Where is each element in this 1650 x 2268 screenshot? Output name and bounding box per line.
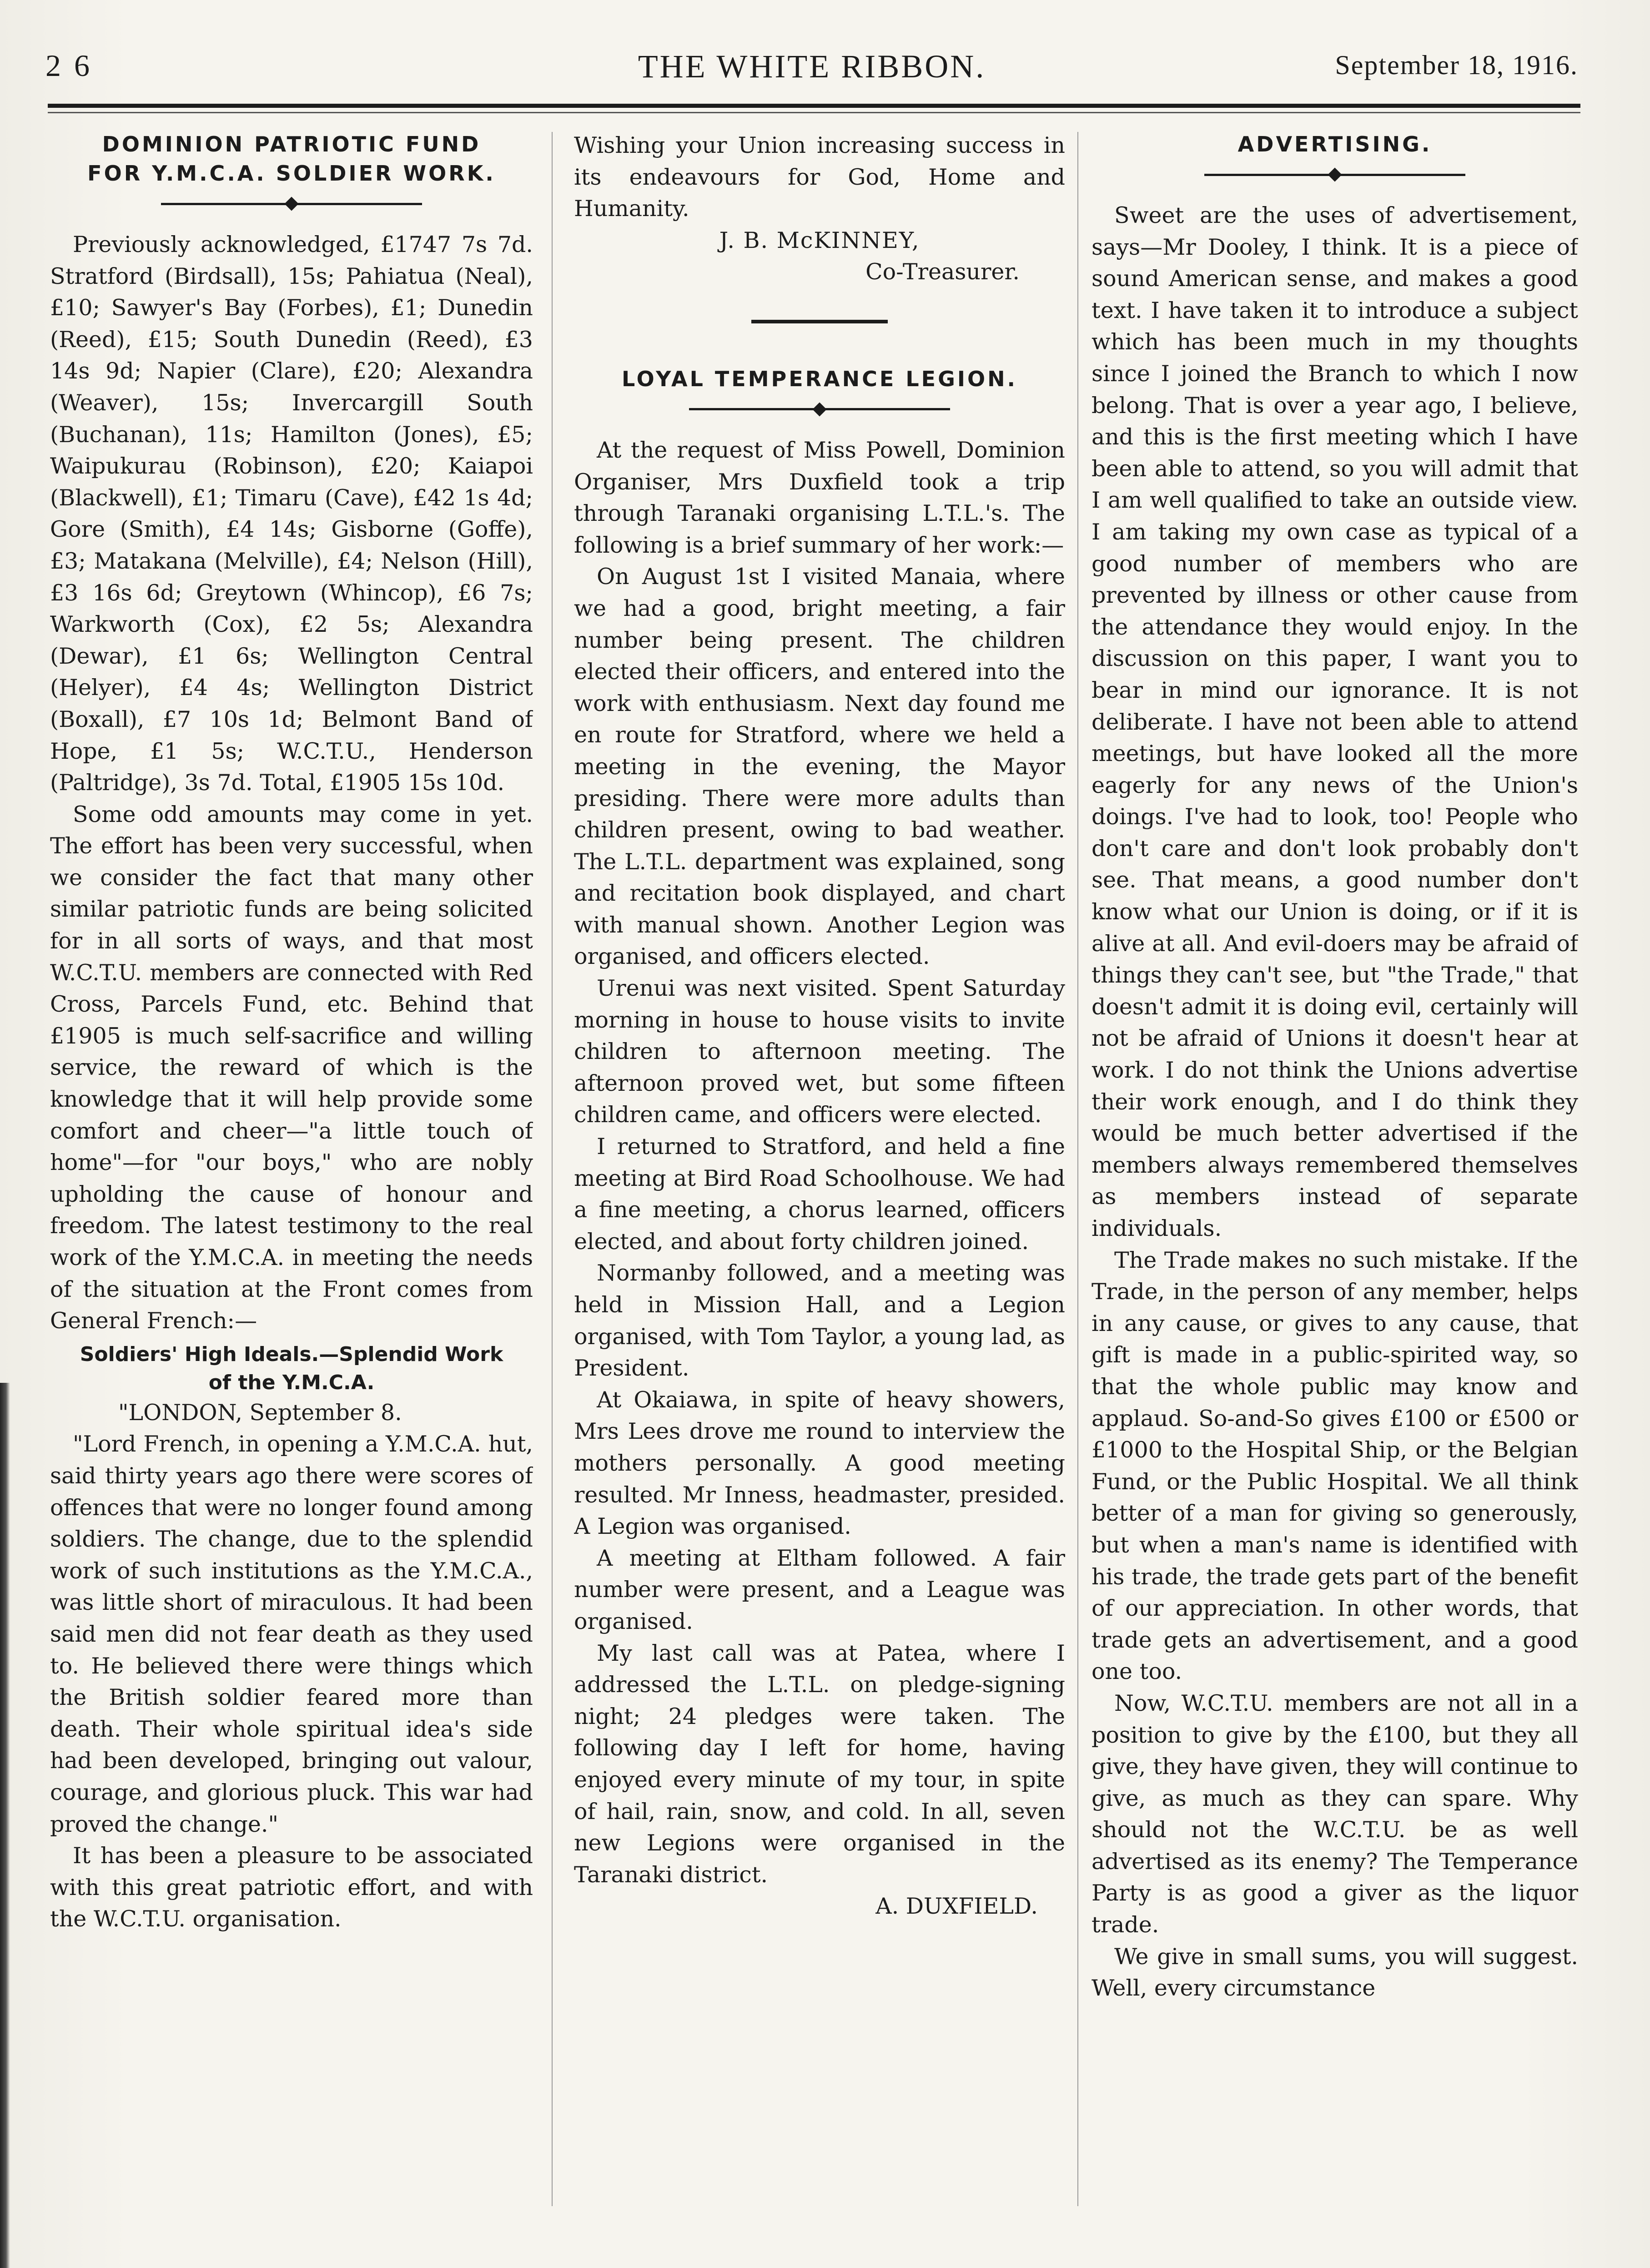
- paragraph-normanby: Normanby followed, and a meeting was held in Mission Hall, and a Legion organised, with Tom Taylor, a young lad, as President.: [574, 1260, 1065, 1381]
- paragraph-acknowledgements: Previously acknowledged, £1747 7s 7d. Stratford (Birdsall), 15s; Pahiatua (Neal), £10; Sawyer's Bay (Forbes), £1; Dunedin (Reed), £15; South Dunedin (Reed), £3 14s 9d; Napier (Clare), £20; Alexandra (Weaver), 15s; Invercargill South (Buchanan), 11s; Hamilton (Jones), £5; Waipukurau (Robinson), £20; Kaiapoi (Blackwell), £1; Timaru (Cave), £42 1s 4d; Gore (Smith), £4 14s; Gisborne (Goffe), £3; Matakana (Melville), £4; Nelson (Hill), £3 16s 6d; Greytown (Whincop), £6 7s; Warkworth (Cox), £2 5s; Alexandra (Dewar), £1 6s; Wellington Central (Helyer), £4 4s; Wellington District (Boxall), £7 10s 1d; Belmont Band of Hope, £1 5s; W.C.T.U., Henderson (Paltridge), 3s 7d. Total, £1905 15s 10d.: [50, 232, 533, 796]
- ornament-divider: [574, 393, 1065, 425]
- headline-patriotic-fund-line1: DOMINION PATRIOTIC FUND: [102, 132, 481, 156]
- headline-advertising: ADVERTISING.: [1238, 132, 1432, 156]
- section-separator: [751, 320, 888, 323]
- diamond-icon: [284, 197, 298, 211]
- headline-patriotic-fund-line2: FOR Y.M.C.A. SOLDIER WORK.: [87, 161, 496, 186]
- paragraph-trade-mistake: The Trade makes no such mistake. If the Trade, in the person of any member, helps in any cause, or gives to any cause, that gift is made in a public-spirited way, so that the whole public may know and applaud. So-and-So gives £100 or £500 or £1000 to the Hospital Ship, or the Belgian Fund, or the Public Hospital. We all think better of a man for giving so generously, but when a man's name is identified with his trade, the trade gets part of the benefit of our appreciation. In other words, that trade gets an advertisement, and a good one too.: [1092, 1247, 1578, 1685]
- ornament-divider: [1092, 159, 1578, 191]
- paragraph-odd-amounts: Some odd amounts may come in yet. The effort has been very successful, when we consider the fact that many other similar patriotic funds are being solicited for in all sorts of ways, and that most W.C.T.U. members are connected with Red Cross, Parcels Fund, etc. Behind that £1905 is much self-sacrifice and willing service, the reward of which is the knowledge that it will help provide some comfort and cheer—"a little touch of home"—for "our boys," who are nobly upholding the cause of honour and freedom. The latest testimony to the real work of the Y.M.C.A. in meeting the needs of the situation at the Front comes from General French:—: [50, 801, 533, 1334]
- column-divider-1: [552, 132, 553, 2206]
- paragraph-okaiawa: At Okaiawa, in spite of heavy showers, Mrs Lees drove me round to interview the mothers personally. A good meeting resulted. Mr Inness, headmaster, presided. A Legion was organised.: [574, 1386, 1065, 1540]
- publication-title: THE WHITE RIBBON.: [638, 48, 986, 85]
- subheadline-soldiers-ideals: Soldiers' High Ideals.—Splendid Work: [80, 1342, 503, 1366]
- column-patriotic-fund: [50, 130, 533, 2204]
- paragraph-lord-french: "Lord French, in opening a Y.M.C.A. hut, said thirty years ago there were scores of offences that were no longer found among soldiers. The change, due to the splendid work of such institutions as the Y.M.C.A., was little short of miraculous. It had been said men did not fear death as they used to. He believed there were things which the British soldier feared more than death. Their whole spiritual idea's side had been developed, bringing out valour, courage, and glorious pluck. This war had proved the change.": [50, 1431, 533, 1837]
- column-advertising: [1092, 130, 1578, 2204]
- paragraph-sweet-uses: Sweet are the uses of advertisement, says—Mr Dooley, I think. It is a piece of sound American sense, and makes a good text. I have taken it to introduce a subject which has been much in my thoughts since I joined the Branch to which I now belong. That is over a year ago, I believe, and this is the first meeting which I have been able to attend, so you will admit that I am well qualified to take an outside view. I am taking my own case as typical of a good number of members who are prevented by illness or other cause from the attendance they would enjoy. In the discussion on this paper, I want you to bear in mind our ignorance. It is not deliberate. I have not been able to attend meetings, but have looked all the more eagerly for any news of the Union's doings. I've had to look, too! People who don't care and don't look probably don't see. That means, a good number don't know what our Union is doing, or if it is alive at all. And evil-doers may be afraid of things they can't see, but "the Trade," that doesn't admit it is doing evil, certainly will not be afraid of Unions it doesn't hear at work. I do not think the Unions advertise their work enough, and I do think they would be much better advertised if the members always remembered themselves as members instead of separate individuals.: [1092, 202, 1578, 1241]
- ornament-divider: [50, 188, 533, 220]
- paragraph-request: At the request of Miss Powell, Dominion Organiser, Mrs Duxfield took a trip through Taranaki organising L.T.L.'s. The following is a brief summary of her work:—: [574, 437, 1065, 558]
- paragraph-urenui: Urenui was next visited. Spent Saturday morning in house to house visits to invite children to afternoon meeting. The afternoon proved wet, but some fifteen children came, and officers were elected.: [574, 975, 1065, 1128]
- paragraph-wishing: Wishing your Union increasing success in its endeavours for God, Home and Humanity.: [574, 132, 1065, 222]
- paragraph-small-sums: We give in small sums, you will suggest. Well, every circumstance: [1092, 1943, 1578, 2001]
- diamond-icon: [1328, 167, 1342, 181]
- header-rule: [48, 104, 1580, 108]
- issue-date: September 18, 1916.: [1335, 50, 1578, 80]
- signature-cotreasurer: Co-Treasurer.: [865, 259, 1020, 285]
- headline-temperance-legion: LOYAL TEMPERANCE LEGION.: [621, 366, 1018, 391]
- column-divider-2: [1077, 132, 1078, 2206]
- page-number: 2 6: [45, 48, 92, 83]
- page-header: [45, 43, 1578, 98]
- paragraph-eltham: A meeting at Eltham followed. A fair number were present, and a League was organised.: [574, 1545, 1065, 1634]
- paragraph-manaia: On August 1st I visited Manaia, where we had a good, bright meeting, a fair number being present. The children elected their officers, and entered into the work with enthusiasm. Next day found me en route for Stratford, where we held a meeting in the evening, the Mayor presiding. There were more adults than children present, owing to bad weather. The L.T.L. department was explained, song and recitation book displayed, and chart with manual shown. Another Legion was organised, and officers elected.: [574, 564, 1065, 970]
- paragraph-pleasure: It has been a pleasure to be associated with this great patriotic effort, and with the W.C.T.U. organisation.: [50, 1843, 533, 1932]
- dateline-london: "LONDON, September 8.: [118, 1399, 402, 1426]
- diamond-icon: [812, 402, 826, 416]
- subheadline-ymca: of the Y.M.C.A.: [208, 1371, 375, 1394]
- signature-mckinney: J. B. McKINNEY,: [719, 227, 920, 253]
- binding-edge-shadow: [0, 1383, 10, 2268]
- paragraph-wctu-members: Now, W.C.T.U. members are not all in a position to give by the £100, but they all give, they have given, they will continue to give, as much as they can spare. Why should not the W.C.T.U. be as well advertised as its enemy? The Temperance Party is as good a giver as the liquor trade.: [1092, 1690, 1578, 1938]
- column-temperance-legion: [574, 130, 1065, 2204]
- signature-duxfield: A. DUXFIELD.: [875, 1893, 1038, 1920]
- header-rule-thin: [48, 112, 1580, 113]
- paragraph-stratford: I returned to Stratford, and held a fine meeting at Bird Road Schoolhouse. We had a fine meeting, a chorus learned, officers elected, and about forty children joined.: [574, 1134, 1065, 1255]
- paragraph-patea: My last call was at Patea, where I addressed the L.T.L. on pledge-signing night; 24 pledges were taken. The following day I left for home, having enjoyed every minute of my tour, in spite of hail, rain, snow, and cold. In all, seven new Legions were organised in the Taranaki district.: [574, 1640, 1065, 1888]
